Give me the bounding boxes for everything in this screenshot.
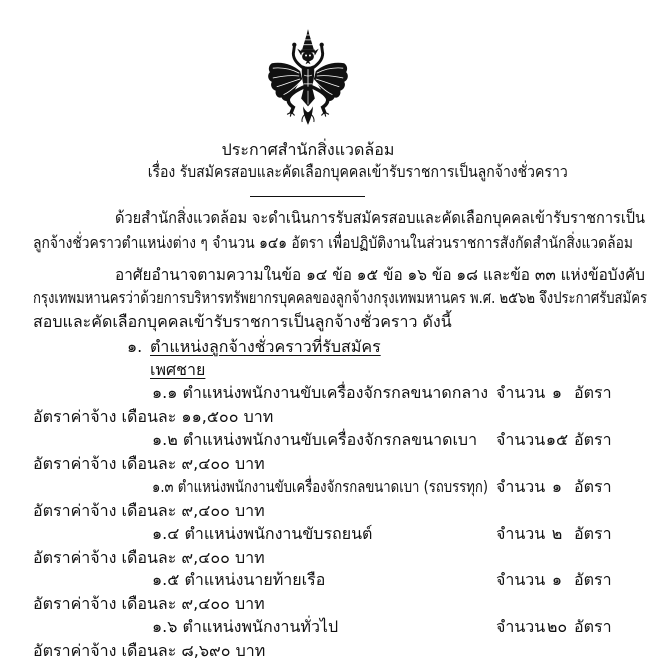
- paragraph-2-line-1: [115, 263, 645, 287]
- wage-label: อัตราค่าจ้าง เดือนละ: [33, 454, 177, 473]
- position-number: ๑.๑: [152, 383, 178, 402]
- group-heading: [150, 358, 270, 382]
- wage-label: อัตราค่าจ้าง เดือนละ: [33, 641, 177, 660]
- position-quota: [496, 475, 626, 499]
- wage-label: อัตราค่าจ้าง เดือนละ: [33, 594, 177, 613]
- group-heading-text: เพศชาย: [150, 360, 206, 379]
- garuda-emblem: [264, 27, 352, 127]
- wage-unit: บาท: [234, 548, 265, 567]
- title-divider: [250, 196, 365, 197]
- position-row: [152, 568, 488, 592]
- paragraph-text: ลูกจ้างชั่วคราวตำแหน่งต่าง ๆ จำนวน ๑๔๑ อัตรา เพื่อปฏิบัติงานในส่วนราชการสังกัดสำนักสิ่งแวดล้อม: [33, 233, 633, 252]
- quota-count: ๑: [551, 477, 563, 496]
- quota-count: ๑๕: [545, 430, 569, 449]
- position-row: [152, 522, 488, 546]
- document-title: [158, 138, 458, 162]
- position-quota: [496, 428, 626, 452]
- wage-amount: ๘,๖๙๐: [181, 641, 231, 660]
- quota-label: จำนวน: [496, 570, 546, 589]
- quota-label: จำนวน: [496, 524, 546, 543]
- position-row: [152, 381, 488, 405]
- wage-amount: ๙,๔๐๐: [181, 501, 230, 520]
- wage-line: [33, 499, 453, 523]
- quota-unit: อัตรา: [574, 383, 612, 402]
- wage-amount: ๑๑,๕๐๐: [181, 407, 239, 426]
- position-row: [152, 615, 488, 639]
- paragraph-1-line-1: [115, 206, 645, 230]
- position-number: ๑.๒: [152, 430, 178, 449]
- position-title: ตำแหน่งพนักงานทั่วไป: [182, 617, 339, 636]
- wage-unit: บาท: [243, 407, 274, 426]
- quota-label: จำนวน: [496, 430, 546, 449]
- quota-label: จำนวน: [496, 477, 546, 496]
- section-heading-text: ตำแหน่งลูกจ้างชั่วคราวที่รับสมัคร: [150, 337, 381, 356]
- wage-label: อัตราค่าจ้าง เดือนละ: [33, 407, 177, 426]
- wage-amount: ๙,๔๐๐: [181, 454, 230, 473]
- wage-line: [33, 592, 453, 616]
- position-title: ตำแหน่งพนักงานขับเครื่องจักรกลขนาดเบา: [182, 430, 478, 449]
- position-quota: [496, 568, 626, 592]
- quota-count: ๒๐: [546, 617, 568, 636]
- position-number: ๑.๔: [152, 524, 180, 543]
- wage-label: อัตราค่าจ้าง เดือนละ: [33, 548, 177, 567]
- document-subject-text: เรื่อง รับสมัครสอบและคัดเลือกบุคคลเข้ารับราชการเป็นลูกจ้างชั่วคราว: [147, 162, 568, 181]
- wage-line: [33, 639, 453, 663]
- position-quota: [496, 522, 626, 546]
- section-heading: [150, 335, 450, 359]
- wage-amount: ๙,๔๐๐: [181, 594, 230, 613]
- paragraph-1-line-2: [33, 231, 633, 255]
- section-number-text: ๑.: [127, 337, 143, 356]
- wage-line: [33, 546, 453, 570]
- wage-amount: ๙,๔๐๐: [181, 548, 230, 567]
- paragraph-text: อาศัยอำนาจตามความในข้อ ๑๔ ข้อ ๑๕ ข้อ ๑๖ ข้อ ๑๘ และข้อ ๓๓ แห่งข้อบังคับ: [115, 265, 645, 284]
- position-number: ๑.๖: [152, 617, 178, 636]
- paragraph-2-line-3: [33, 310, 633, 334]
- paragraph-text: ด้วยสำนักสิ่งแวดล้อม จะดำเนินการรับสมัครสอบและคัดเลือกบุคคลเข้ารับราชการเป็น: [115, 208, 645, 227]
- wage-line: [33, 452, 453, 476]
- position-title: ตำแหน่งพนักงานขับรถยนต์: [184, 524, 373, 543]
- quota-count: ๒: [551, 524, 563, 543]
- quota-count: ๑: [551, 570, 563, 589]
- wage-line: [33, 405, 453, 429]
- paragraph-text: กรุงเทพมหานครว่าด้วยการบริหารทรัพยากรบุคคลของลูกจ้างกรุงเทพมหานคร พ.ศ. ๒๕๖๒ จึงประกาศรับสมัคร: [33, 288, 647, 307]
- paragraph-text: สอบและคัดเลือกบุคคลเข้ารับราชการเป็นลูกจ้างชั่วคราว ดังนี้: [33, 312, 452, 331]
- wage-unit: บาท: [235, 641, 266, 660]
- quota-unit: อัตรา: [574, 430, 612, 449]
- quota-label: จำนวน: [496, 617, 546, 636]
- position-row: [152, 428, 488, 452]
- position-number: ๑.๓: [152, 477, 174, 496]
- quota-unit: อัตรา: [574, 617, 612, 636]
- position-row: [152, 475, 488, 499]
- wage-label: อัตราค่าจ้าง เดือนละ: [33, 501, 177, 520]
- quota-unit: อัตรา: [574, 477, 612, 496]
- section-number: [127, 335, 149, 359]
- position-quota: [496, 615, 626, 639]
- document-subject: [118, 160, 568, 184]
- wage-unit: บาท: [234, 594, 265, 613]
- wage-unit: บาท: [234, 454, 265, 473]
- document-title-text: ประกาศสำนักสิ่งแวดล้อม: [221, 140, 395, 159]
- paragraph-2-line-2: [33, 286, 647, 310]
- wage-unit: บาท: [234, 501, 265, 520]
- quota-unit: อัตรา: [574, 524, 612, 543]
- position-title: ตำแหน่งนายท้ายเรือ: [184, 570, 326, 589]
- quota-label: จำนวน: [496, 383, 546, 402]
- position-title: ตำแหน่งพนักงานขับเครื่องจักรกลขนาดกลาง: [182, 383, 488, 402]
- quota-unit: อัตรา: [574, 570, 612, 589]
- quota-count: ๑: [551, 383, 563, 402]
- position-title: ตำแหน่งพนักงานขับเครื่องจักรกลขนาดเบา (รถบรรทุก): [177, 477, 488, 496]
- position-number: ๑.๕: [152, 570, 180, 589]
- position-quota: [496, 381, 626, 405]
